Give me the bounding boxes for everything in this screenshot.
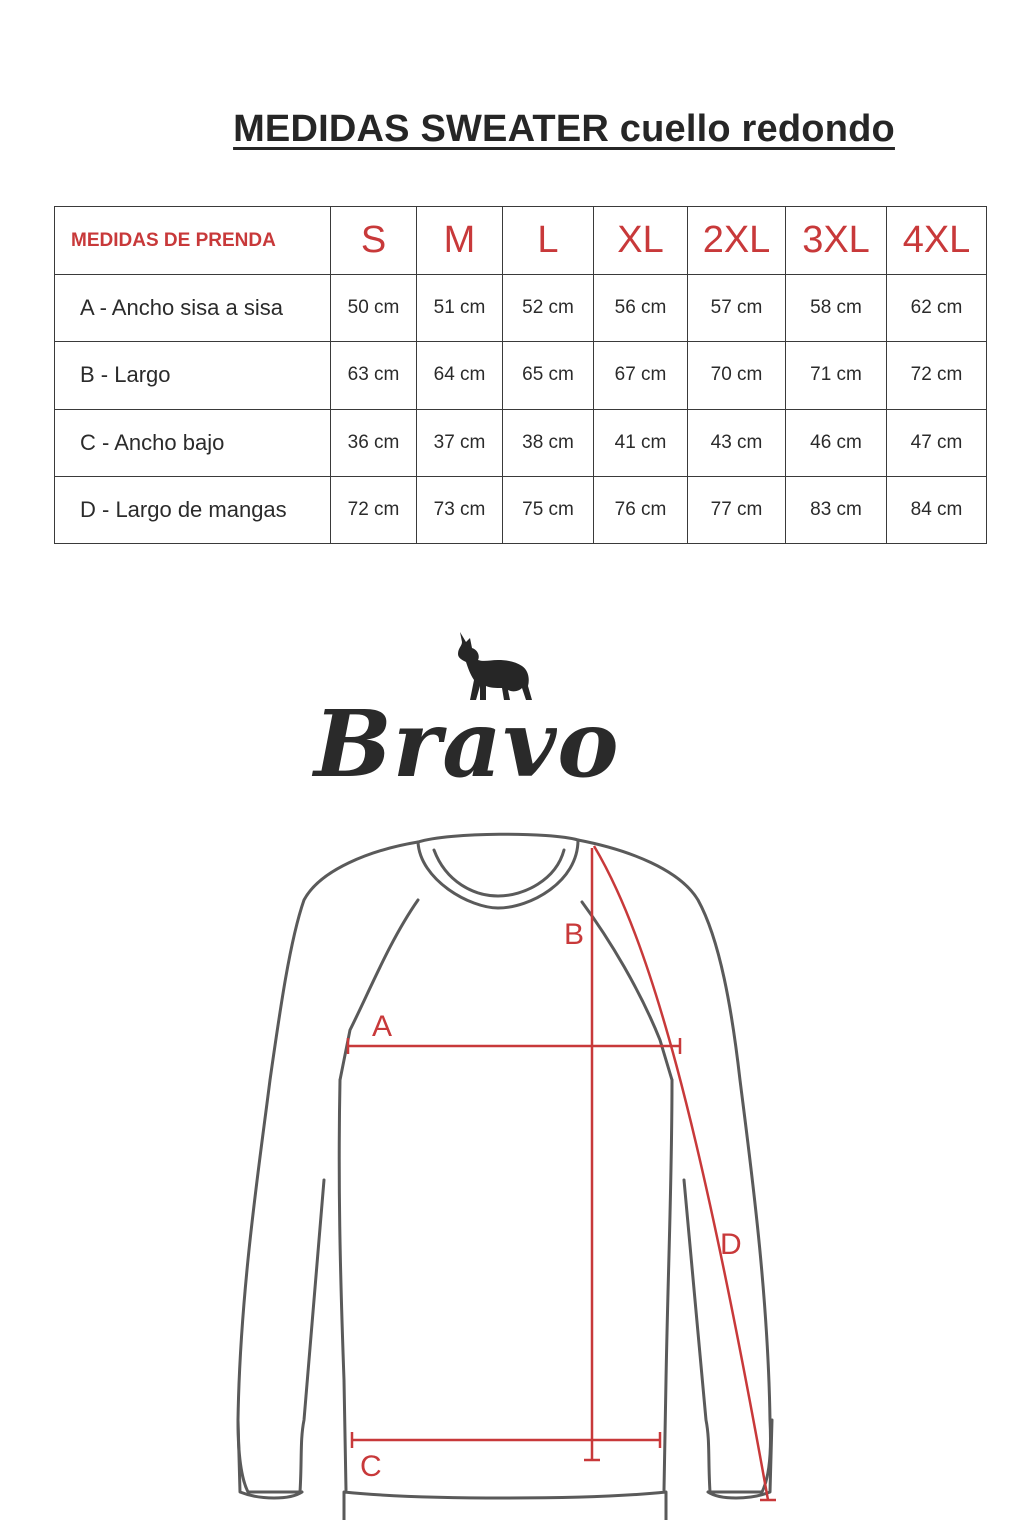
sweater-diagram [220, 820, 800, 1520]
table-cell: 41 cm [594, 409, 688, 476]
size-header: L [503, 207, 594, 275]
table-cell: 70 cm [688, 342, 786, 409]
table-cell: 43 cm [688, 409, 786, 476]
table-cell: 47 cm [887, 409, 987, 476]
table-cell: 77 cm [688, 476, 786, 543]
table-cell: 36 cm [331, 409, 417, 476]
table-cell: 71 cm [786, 342, 887, 409]
label-d: D [720, 1228, 742, 1261]
table-cell: 37 cm [417, 409, 503, 476]
table-cell: 76 cm [594, 476, 688, 543]
table-row [55, 409, 987, 476]
table-cell: 75 cm [503, 476, 594, 543]
page-title: MEDIDAS SWEATER cuello redondo [233, 108, 895, 150]
row-label: A - Ancho sisa a sisa [55, 275, 331, 342]
row-label: D - Largo de mangas [55, 476, 331, 543]
table-cell: 56 cm [594, 275, 688, 342]
measurement-lines [348, 846, 776, 1500]
table-header-row [55, 207, 987, 275]
size-header: 3XL [786, 207, 887, 275]
table-row [55, 275, 987, 342]
table-cell: 73 cm [417, 476, 503, 543]
table-cell: 65 cm [503, 342, 594, 409]
table-cell: 50 cm [331, 275, 417, 342]
table-row [55, 342, 987, 409]
table-cell: 51 cm [417, 275, 503, 342]
table-cell: 83 cm [786, 476, 887, 543]
brand-logo [300, 630, 670, 800]
table-cell: 62 cm [887, 275, 987, 342]
table-cell: 63 cm [331, 342, 417, 409]
size-header: XL [594, 207, 688, 275]
row-label: B - Largo [55, 342, 331, 409]
header-label: MEDIDAS DE PRENDA [55, 207, 331, 275]
table-cell: 38 cm [503, 409, 594, 476]
table-row [55, 476, 987, 543]
sweater-outline [238, 834, 772, 1520]
table-cell: 67 cm [594, 342, 688, 409]
table-cell: 72 cm [887, 342, 987, 409]
brand-name: Bravo [314, 690, 620, 798]
size-header: M [417, 207, 503, 275]
measure-d-line [594, 846, 768, 1500]
row-label: C - Ancho bajo [55, 409, 331, 476]
table-cell: 57 cm [688, 275, 786, 342]
table-cell: 84 cm [887, 476, 987, 543]
table-cell: 52 cm [503, 275, 594, 342]
size-header: S [331, 207, 417, 275]
size-header: 4XL [887, 207, 987, 275]
label-c: C [360, 1450, 382, 1483]
size-header: 2XL [688, 207, 786, 275]
label-b: B [564, 918, 585, 951]
table-cell: 72 cm [331, 476, 417, 543]
size-chart-table [54, 206, 987, 544]
label-a: A [372, 1010, 393, 1043]
table-cell: 64 cm [417, 342, 503, 409]
table-cell: 58 cm [786, 275, 887, 342]
table-cell: 46 cm [786, 409, 887, 476]
